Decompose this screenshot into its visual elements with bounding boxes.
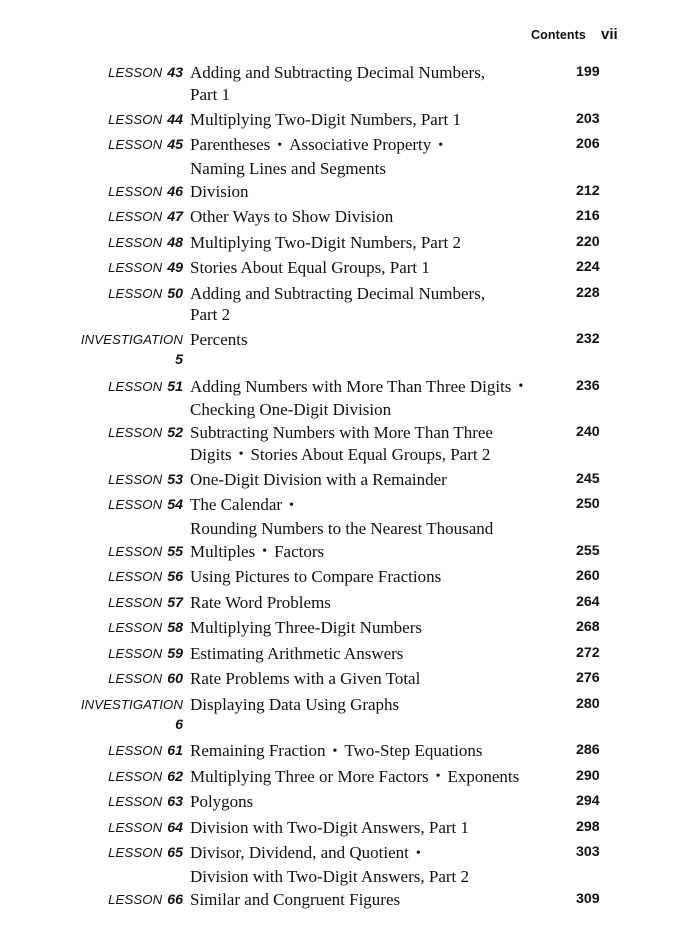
toc-entry-kind: LESSON (108, 285, 163, 301)
toc-entry[interactable] (0, 494, 673, 538)
toc-entry-title[interactable] (190, 422, 565, 467)
toc-entry-title[interactable] (190, 842, 565, 887)
toc-entry[interactable] (0, 329, 673, 367)
toc-entry-kind: LESSON (108, 569, 163, 584)
toc-entry-label (40, 257, 183, 279)
toc-entry-title-line: Stories About Equal Groups, Part 1 (190, 258, 430, 277)
toc-entry[interactable] (0, 257, 673, 277)
toc-entry-kind: LESSON (108, 594, 163, 610)
toc-entry[interactable] (0, 62, 673, 104)
toc-entry-label (40, 592, 183, 614)
toc-entry-title-line: Adding and Subtracting Decimal Numbers, (190, 283, 486, 303)
toc-entry-label (40, 541, 183, 563)
toc-entry-number: 49 (167, 260, 183, 276)
toc-entry-page-number[interactable]: 203 (576, 110, 600, 127)
toc-entry-title-line: One-Digit Division with a Remainder (190, 469, 447, 489)
toc-entry-label (40, 62, 183, 84)
bullet-separator-icon: • (518, 379, 524, 394)
toc-entry-title[interactable] (190, 376, 565, 421)
toc-entry[interactable] (0, 181, 673, 201)
toc-entry-page-number[interactable]: 224 (576, 259, 600, 275)
toc-entry-title[interactable] (190, 232, 565, 254)
toc-entry-kind: LESSON (108, 794, 163, 809)
toc-entry-kind: LESSON (108, 209, 163, 224)
toc-entry-title[interactable] (190, 469, 565, 491)
toc-entry-number: 53 (167, 471, 183, 488)
toc-entry-kind: LESSON (108, 768, 163, 784)
toc-entry-page-number[interactable]: 280 (576, 695, 600, 712)
toc-entry-kind: LESSON (108, 137, 163, 152)
toc-entry-kind: LESSON (108, 743, 163, 758)
toc-entry-number: 47 (167, 209, 183, 225)
toc-entry-label (40, 766, 183, 788)
toc-entry-title[interactable] (190, 181, 565, 203)
toc-entry-kind: LESSON (108, 845, 163, 860)
bullet-separator-icon: • (238, 447, 244, 462)
toc-entry-kind: LESSON (108, 819, 163, 835)
toc-entry-label (40, 206, 183, 228)
toc-entry-label (40, 740, 183, 762)
toc-entry-page-number[interactable]: 276 (576, 670, 600, 686)
running-head (0, 28, 673, 48)
toc-entry-kind: LESSON (108, 620, 163, 635)
toc-entry-label (40, 376, 183, 398)
toc-entry-kind: LESSON (108, 111, 163, 127)
toc-entry-number: 50 (167, 285, 183, 302)
toc-entry-title-line: Using Pictures to Compare Fractions (190, 567, 442, 586)
toc-entry-kind: LESSON (108, 645, 163, 661)
toc-entry[interactable] (0, 740, 673, 760)
toc-entry-title[interactable] (190, 617, 565, 639)
toc-entry-number: 51 (167, 378, 183, 395)
running-head-section-label: Contents (531, 28, 586, 42)
toc-entry-label (40, 694, 183, 735)
bullet-separator-icon: • (415, 845, 421, 861)
toc-entry-page-number[interactable]: 250 (576, 496, 600, 512)
toc-entry-title-line: Similar and Congruent Figures (190, 889, 401, 909)
toc-entry-kind: LESSON (108, 378, 163, 394)
toc-entry-title-line: Part 2 (190, 305, 231, 324)
toc-entry-title-line: Adding Numbers with More Than Three Digits • (190, 376, 565, 400)
toc-entry[interactable] (0, 566, 673, 586)
toc-entry-number: 55 (167, 543, 183, 560)
toc-entry-number: 6 (175, 716, 183, 733)
toc-entry-title-line: Checking One-Digit Division (190, 400, 392, 419)
bullet-separator-icon: • (289, 497, 294, 513)
toc-entry-page-number[interactable]: 298 (576, 818, 600, 835)
toc-entry[interactable] (0, 469, 673, 489)
toc-entry[interactable] (0, 694, 673, 732)
toc-entry-number: 44 (167, 111, 183, 128)
toc-entry-kind: LESSON (108, 497, 163, 512)
toc-entry-page-number[interactable]: 255 (576, 542, 600, 559)
toc-entry-label (40, 791, 183, 813)
toc-entry-number: 52 (167, 425, 183, 441)
toc-entry[interactable] (0, 817, 673, 837)
toc-entry-number: 5 (175, 352, 183, 368)
toc-entry-title-line: Part 1 (190, 84, 231, 104)
toc-entry[interactable] (0, 206, 673, 226)
toc-entry-kind: LESSON (108, 471, 163, 487)
toc-entry[interactable] (0, 842, 673, 886)
bullet-separator-icon: • (262, 544, 268, 559)
toc-entry-title-line: Estimating Arithmetic Answers (190, 643, 404, 663)
toc-entry-title-line: Subtracting Numbers with More Than Three (190, 423, 493, 442)
toc-entry-kind: LESSON (108, 65, 163, 80)
toc-entry-title-line: Adding and Subtracting Decimal Numbers, (190, 63, 486, 82)
toc-entry-title[interactable] (190, 134, 565, 179)
toc-entry-page-number[interactable]: 268 (576, 619, 600, 635)
toc-entry-title-line: Rate Problems with a Given Total (190, 669, 421, 688)
toc-entry-label (40, 469, 183, 491)
toc-entry-title[interactable] (190, 541, 565, 565)
toc-entry-label (40, 668, 183, 690)
toc-entry-label (40, 817, 183, 839)
toc-entry-number: 65 (167, 845, 183, 861)
toc-entry-number: 54 (167, 497, 183, 513)
toc-entry[interactable] (0, 617, 673, 637)
toc-entry-page-number[interactable]: 245 (576, 470, 600, 487)
toc-entry-title[interactable] (190, 329, 565, 351)
toc-entry-page-number[interactable]: 272 (576, 644, 600, 661)
toc-entry-title-line: Division (190, 181, 249, 201)
toc-entry-title-line: Displaying Data Using Graphs (190, 694, 400, 714)
toc-entry[interactable] (0, 889, 673, 909)
toc-entry-kind: LESSON (108, 260, 163, 275)
toc-entry-kind: LESSON (108, 234, 163, 250)
toc-entry-kind: INVESTIGATION (80, 696, 183, 712)
toc-entry-title-line: The Calendar • (190, 494, 565, 518)
toc-entry-page-number[interactable]: 232 (576, 331, 600, 347)
toc-entry-number: 56 (167, 569, 183, 585)
toc-entry-title-line: Rate Word Problems (190, 592, 331, 612)
toc-entry-label (40, 232, 183, 254)
toc-entry-page-number[interactable]: 199 (576, 64, 600, 80)
toc-entry-page-number[interactable]: 236 (576, 377, 600, 394)
toc-entry-title[interactable] (190, 109, 565, 131)
toc-entry-title[interactable] (190, 257, 565, 279)
toc-entry-title-line: Remaining Fraction • Two-Step Equations (190, 741, 483, 760)
toc-entry-label (40, 181, 183, 203)
toc-entry-title-line: Multiplying Two-Digit Numbers, Part 2 (190, 232, 461, 252)
toc-entry-title-line: Multiplying Two-Digit Numbers, Part 1 (190, 109, 461, 129)
toc-entry-number: 61 (167, 743, 183, 759)
toc-entry-page-number[interactable]: 216 (576, 208, 600, 224)
toc-entry-title-line: Multiplying Three-Digit Numbers (190, 618, 422, 637)
toc-entry-title-line: Multiplying Three or More Factors • Exponents (190, 766, 520, 786)
toc-entry-title[interactable] (190, 889, 565, 911)
toc-entry-label (40, 889, 183, 911)
toc-entry[interactable] (0, 376, 673, 419)
toc-entry-number: 66 (167, 891, 183, 908)
toc-entry-page-number[interactable]: 294 (576, 793, 600, 809)
toc-entry-title[interactable] (190, 817, 565, 839)
toc-entry-number: 62 (167, 768, 183, 785)
toc-entry[interactable] (0, 592, 673, 612)
toc-entry[interactable] (0, 283, 673, 324)
toc-entry-title-line: Parentheses • Associative Property • (190, 134, 565, 158)
toc-entry-title-line: Polygons (190, 792, 254, 811)
toc-entry-page-number[interactable]: 264 (576, 593, 600, 610)
toc-entry-page-number[interactable]: 228 (576, 284, 600, 301)
toc-entry[interactable] (0, 668, 673, 688)
toc-entry-page-number[interactable]: 212 (576, 182, 600, 199)
toc-entry-page-number[interactable]: 290 (576, 767, 600, 784)
table-of-contents (0, 62, 673, 914)
toc-entry[interactable] (0, 232, 673, 252)
toc-entry-label (40, 842, 183, 864)
toc-entry-title[interactable] (190, 592, 565, 614)
toc-entry-kind: INVESTIGATION (80, 332, 183, 347)
toc-entry-kind: LESSON (108, 671, 163, 686)
bullet-separator-icon: • (435, 769, 441, 784)
toc-entry[interactable] (0, 134, 673, 178)
toc-entry-title[interactable] (190, 62, 565, 105)
toc-entry-title-line: Multiples • Factors (190, 541, 325, 561)
bullet-separator-icon: • (438, 137, 444, 153)
toc-entry-title-line: Other Ways to Show Division (190, 207, 394, 226)
toc-entry[interactable] (0, 541, 673, 561)
toc-entry[interactable] (0, 109, 673, 129)
toc-entry-title-line: Divisor, Dividend, and Quotient • (190, 842, 565, 866)
toc-entry-label (40, 109, 183, 131)
toc-entry-title[interactable] (190, 740, 565, 764)
toc-entry-title-line: Division with Two-Digit Answers, Part 1 (190, 817, 469, 837)
toc-entry-number: 59 (167, 645, 183, 662)
toc-entry-kind: LESSON (108, 425, 163, 440)
toc-entry-page-number[interactable]: 240 (576, 424, 600, 440)
toc-entry-number: 64 (167, 819, 183, 836)
toc-entry-label (40, 494, 183, 516)
toc-entry[interactable] (0, 766, 673, 786)
toc-entry-number: 63 (167, 794, 183, 810)
toc-entry-label (40, 283, 183, 305)
toc-entry-kind: LESSON (108, 543, 163, 559)
toc-entry-page-number[interactable]: 206 (576, 136, 600, 152)
toc-entry-number: 60 (167, 671, 183, 687)
toc-entry-title-line: Percents (190, 330, 248, 349)
toc-entry-title[interactable] (190, 283, 565, 326)
toc-entry-page-number[interactable]: 303 (576, 844, 600, 860)
toc-entry-number: 48 (167, 234, 183, 251)
toc-entry-title[interactable] (190, 566, 565, 588)
toc-entry-title[interactable] (190, 668, 565, 690)
toc-entry-number: 57 (167, 594, 183, 611)
toc-entry-label (40, 329, 183, 370)
page-folio-number: vii (601, 26, 618, 43)
toc-entry-page-number[interactable]: 220 (576, 233, 600, 250)
toc-entry[interactable] (0, 422, 673, 464)
toc-entry-kind: LESSON (108, 891, 163, 907)
toc-entry-title-line: Division with Two-Digit Answers, Part 2 (190, 866, 469, 886)
toc-entry-title[interactable] (190, 206, 565, 228)
toc-entry[interactable] (0, 791, 673, 811)
toc-entry-kind: LESSON (108, 183, 163, 199)
toc-entry-title[interactable] (190, 643, 565, 665)
toc-entry-number: 58 (167, 620, 183, 636)
toc-entry-title[interactable] (190, 766, 565, 790)
toc-entry-page-number[interactable]: 260 (576, 568, 600, 584)
toc-entry-label (40, 566, 183, 588)
toc-entry-label (40, 134, 183, 156)
toc-entry[interactable] (0, 643, 673, 663)
toc-entry-number: 45 (167, 137, 183, 153)
toc-entry-title[interactable] (190, 791, 565, 813)
toc-entry-title-line: Digits • Stories About Equal Groups, Part 2 (190, 444, 491, 464)
toc-entry-label (40, 643, 183, 665)
toc-entry-number: 43 (167, 65, 183, 81)
toc-entry-page-number[interactable]: 309 (576, 890, 600, 907)
toc-entry-title-line: Rounding Numbers to the Nearest Thousand (190, 518, 494, 538)
toc-entry-number: 46 (167, 183, 183, 200)
toc-entry-page-number[interactable]: 286 (576, 742, 600, 758)
toc-entry-label (40, 617, 183, 639)
toc-entry-title[interactable] (190, 494, 565, 539)
toc-entry-title[interactable] (190, 694, 565, 716)
toc-entry-title-line: Naming Lines and Segments (190, 158, 386, 178)
bullet-separator-icon: • (277, 137, 283, 153)
bullet-separator-icon: • (332, 743, 338, 759)
toc-entry-label (40, 422, 183, 444)
